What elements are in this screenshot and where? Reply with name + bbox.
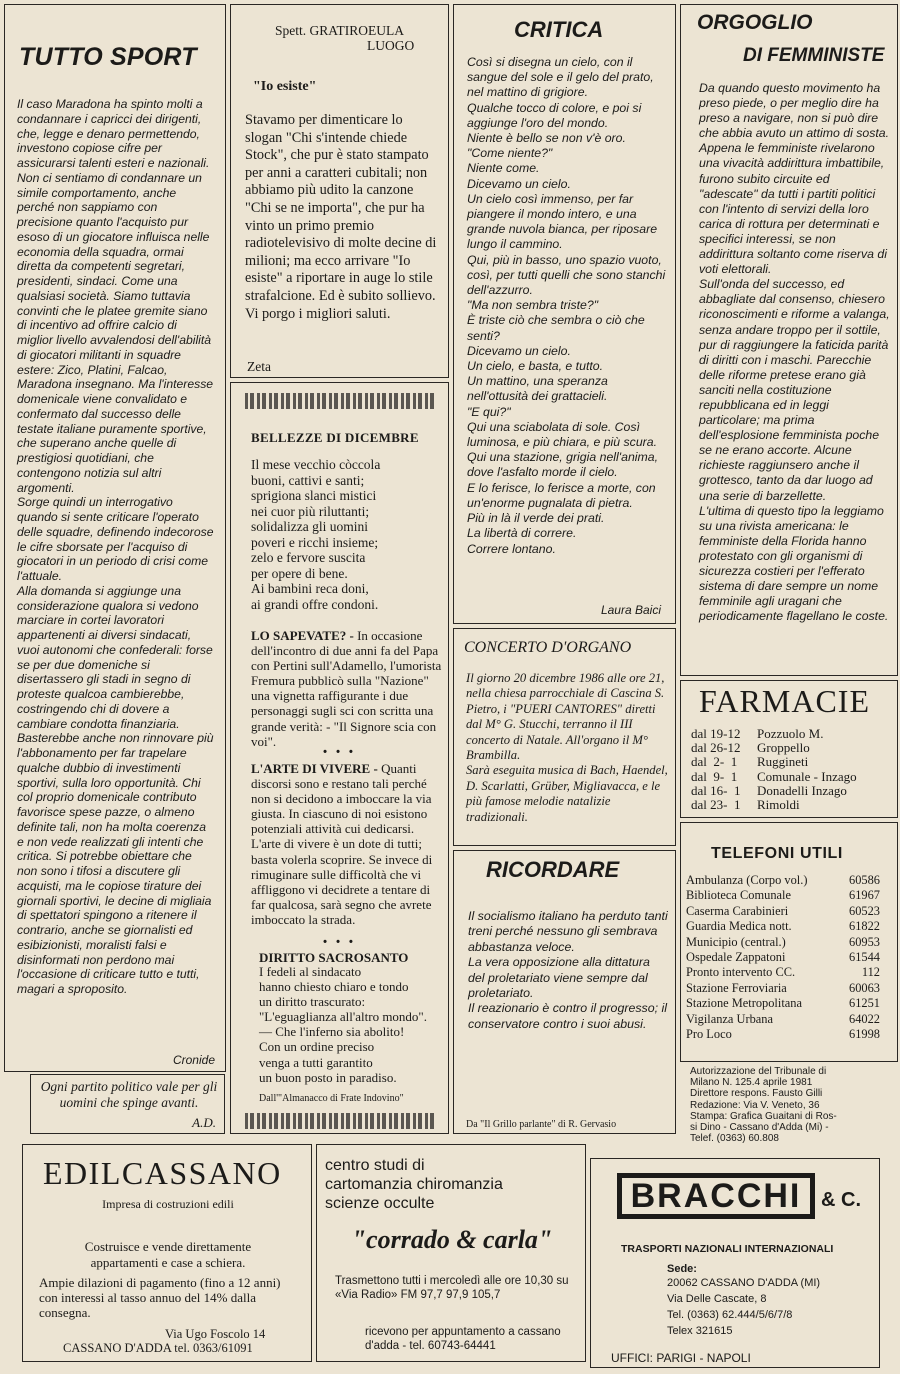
separator-2: • • • [323, 936, 356, 948]
bracchi-addr1: 20062 CASSANO D'ADDA (MI) [667, 1277, 821, 1289]
telefono-number: 64022 [849, 1011, 880, 1026]
ricordare-title: RICORDARE [486, 857, 620, 882]
poem-text: Il mese vecchio còccola buoni, cattivi e santi; sprigiona slanci mistici nei cuor più riluttanti; solidalizza gli uomini poveri e ricchi insieme; zelo e fervore suscita per opere di bene. Ai bambini reca doni, ai grandi offre condoni. [251, 457, 381, 612]
colophon-line: Telef. (0363) 60.808 [690, 1133, 779, 1145]
farmacie-box [680, 680, 898, 818]
telefono-row [686, 996, 880, 1011]
tutto-sport-article [4, 4, 226, 1072]
edil-address: Via Ugo Foscolo 14 [165, 1327, 266, 1341]
letter-address-line1: Spett. GRATIROEULA [275, 23, 404, 38]
letter-title: "Io esiste" [253, 79, 317, 94]
farmacia-date: dal 9- 1 [691, 768, 738, 784]
orgoglio-title-line2: DI FEMMINISTE [743, 45, 885, 66]
lo-sapevate-paragraph [251, 628, 443, 749]
edil-subtitle: Impresa di costruzioni edili [102, 1197, 234, 1211]
farmacie-title: FARMACIE [699, 683, 870, 719]
telefono-row [686, 919, 880, 934]
farmacia-name: Comunale - Inzago [757, 768, 857, 784]
critica-signature: Laura Baici [600, 603, 661, 617]
telefono-number: 61251 [849, 996, 880, 1011]
critica-article [453, 4, 676, 624]
tutto-sport-title: TUTTO SPORT [19, 43, 197, 71]
bracchi-suffix: & C. [821, 1189, 861, 1211]
farmacia-row [691, 798, 895, 812]
telefono-name: Pro Loco [686, 1027, 732, 1042]
farmacia-name: Ruggineti [757, 754, 809, 770]
telefono-number: 112 [861, 965, 880, 980]
bracchi-tagline: TRASPORTI NAZIONALI INTERNAZIONALI [621, 1243, 834, 1255]
telefono-row [686, 981, 880, 996]
arte-di-vivere-tag: L'ARTE DI VIVERE - [251, 761, 378, 776]
lo-sapevate-tag: LO SAPEVATE? - [251, 628, 354, 643]
colophon [690, 1066, 895, 1144]
telefoni-box [680, 822, 898, 1062]
letter-address-line2: LUOGO [367, 38, 415, 53]
telefono-name: Biblioteca Comunale [686, 888, 791, 903]
telefono-name: Municipio (central.) [686, 934, 786, 949]
farmacia-row [691, 755, 895, 769]
farmacia-row [691, 741, 895, 755]
farmacia-date: dal 19-12 [691, 726, 741, 741]
farmacia-row [691, 784, 895, 798]
telefoni-title: TELEFONI UTILI [711, 845, 843, 862]
farmacia-name: Donadelli Inzago [757, 782, 847, 798]
tutto-sport-signature: Cronide [172, 1053, 215, 1067]
telefono-name: Vigilanza Urbana [686, 1011, 773, 1026]
edil-city-phone: CASSANO D'ADDA tel. 0363/61091 [63, 1341, 253, 1355]
farmacia-date: dal 23- 1 [691, 797, 741, 813]
concerto-body: Il giorno 20 dicembre 1986 alle ore 21, nella chiesa parrocchiale di Cascina S. Pietro, i "PUERI CANTORES" diretti dal M° G. Stucchi, terranno il III concerto di Natale. All'organo il M° Brambilla. Sarà eseguita musica di Bach, Haendel, D. Scarlatti, Grüber, Migliavacca, e le più famose melodie natalizie tradizionali. [466, 671, 668, 824]
concerto-article [453, 628, 676, 846]
farmacia-row [691, 770, 895, 784]
ad-bracchi [590, 1158, 880, 1368]
bracchi-addr2: Via Delle Cascate, 8 [667, 1293, 767, 1305]
carto-line2: cartomanzia chiromanzia [325, 1176, 503, 1193]
telefono-row [686, 1012, 880, 1027]
telefono-name: Ambulanza (Corpo vol.) [686, 873, 808, 887]
telefoni-list [686, 873, 880, 1042]
carto-line3: scienze occulte [325, 1195, 435, 1212]
telefono-number: 60523 [849, 903, 880, 918]
orgoglio-article [680, 4, 898, 676]
telefono-number: 60586 [849, 873, 880, 887]
carto-appointment: ricevono per appuntamento a cassano d'adda - tel. 60743-64441 [365, 1326, 561, 1352]
decorative-ornament-top [245, 393, 435, 409]
colophon-line: si Dino - Cassano d'Adda (Mi) - [690, 1122, 829, 1134]
bracchi-logo [617, 1173, 815, 1219]
telefono-row [686, 904, 880, 919]
telefono-number: 60953 [849, 934, 880, 949]
telefono-number: 61544 [849, 950, 880, 965]
farmacia-name: Groppello [757, 740, 810, 756]
poem-title: BELLEZZE DI DICEMBRE [251, 430, 419, 445]
telefono-number: 61822 [849, 919, 880, 934]
telefono-name: Ospedale Zappatoni [686, 950, 786, 965]
orgoglio-title-line1: ORGOGLIO [697, 11, 813, 34]
quote-text: Ogni partito politico vale per gli uomini che spinge avanti. [40, 1079, 218, 1110]
ad-cartomanzia [316, 1144, 586, 1362]
telefono-number: 61998 [849, 1027, 880, 1042]
ricordare-source: Da "Il Grillo parlante" di R. Gervasio [466, 1119, 617, 1130]
bracchi-offices: UFFICI: PARIGI - NAPOLI [611, 1351, 751, 1365]
quote-author: A.D. [192, 1115, 216, 1130]
almanacco-article [230, 382, 449, 1134]
decorative-ornament-bottom [245, 1113, 435, 1129]
farmacie-list [691, 727, 895, 812]
telefono-row [686, 888, 880, 903]
telefono-row [686, 873, 880, 888]
tutto-sport-body: Il caso Maradona ha spinto molti a condannare i capricci dei dirigenti, che, legge e denaro permettendo, investono copiose cifre per assicurarsi talenti esteri e nazionali. Non ci sentiamo di condannare un simile comportamento, anche perché non sappiamo con precisione quanto l'acquisto pur esoso di un giocatore influisca nelle economia della squadra, ormai diretta da competenti segretari, presidenti, sindaci. Come una qualsiasi società. Siamo tuttavia convinti che le platee gremite siano di incentivo ad offrire calcio di miglior livello avvalendosi dell'abilità di giocatori militanti in squadre estere: Zico, Platini, Falcao, Maradona insegnano. Ma l'interesse domenicale viene convalidato e confermato dal successo delle testate italiane puramente sportive, che superano anche quelle di prestigiosi quotidiani, che contengono notizia sul altri argomenti. Sorge quindi un interrogativo quando si sente criticare l'operato delle squadre, definendo indecorose le cifre sborsate per l'acquiso di giocatori in un periodo di crisi come l'attuale. Alla domanda si aggiunge una considerazione qualora si vedono marciare in cortei lavoratori appartenenti ai diversi sindacati, vuoi autonomi che confederali: forse se per due domeniche si disertassero gli stadi in segno di proteste qualcoa cambierebbe, costringendo chi di dovere a cambiare condotta finanziaria. Basterebbe anche non rinnovare più l'abbonamento per far trapelare qualche dubbio di investimenti sportivi, sulla loro opportunità. Chi col proprio domenicale contributo favorisce spese pazze, o almeno definite tali, non ha molta coerenza e non vede realizzati gli intenti che critica. Si potrebbe obiettare che non sono i tifosi a discutere gli acquisti, ma le copiose tirature dei giornali sportivi, le decine di migliaia di spettatori spingono a ritenere il contrario, anche se giornalisti ed esibizionisti, moralisti falsi e disinformati non perdono mai l'occasione di criticare tutto e tutti, magari a sproposito. [17, 97, 214, 996]
ricordare-article [453, 850, 676, 1134]
diritto-title: DIRITTO SACROSANTO [259, 950, 409, 965]
telefono-name: Guardia Medica nott. [686, 919, 792, 934]
quote-box [30, 1074, 225, 1134]
farmacia-name: Rimoldi [757, 797, 800, 813]
farmacia-name: Pozzuolo M. [757, 726, 824, 741]
carto-name: "corrado & carla" [351, 1225, 553, 1254]
lo-sapevate-text: In occasione dell'incontro di due anni fa del Papa con Pertini sull'Adamello, l'umorista Fremura pubblicò sulla "Nazione" una vignetta raffigurante i due personaggi sugli sci con scritta una grande verità: - "Il Signore scia con voi". [251, 628, 442, 749]
letter-article [230, 4, 449, 378]
orgoglio-body: Da quando questo movimento ha preso piede, o per meglio dire ha preso a navigare, non si può dire che abbia avuto un attimo di sosta. Appena le femministe rivelarono una vivacità addirittura imbattibile, furono subito circuite ed "adescate" da tutti i partiti politici con l'intento di servizi della loro carica di rottura per determinati e specifici interessi, se non addirittura soltanto come riserva di voti elettorali. Sull'onda del successo, ed abbagliate dal consenso, chiesero riconoscimenti e riforme a valanga, senza andare troppo per il sottile, pur di raggiungere la faticida parità di diritti con i maschi. Parecchie delle riforme pretese erano già sanciti nella costituzione repubblicana ed in leggi particolare; ma prima dell'esplosione femminista poche se ne erano accorte. Alcune richieste raggiunsero anche il grottesco, tanto da dar luogo ad una serie di barzellette. L'ultima di questo tipo la leggiamo su una rivista americana: le femministe della Florida hanno protestato con gli organismi di sicurezza costieri per l'efferato sistema di dare sempre un nome femminile agli uragani che periodicamente flagellano le coste. [699, 81, 890, 624]
telefono-name: Pronto intervento CC. [686, 965, 796, 980]
telefono-number: 61967 [849, 888, 880, 903]
ricordare-body: Il socialismo italiano ha perduto tanti treni perché nessuno gli sembrava abbastanza veloce. La vera opposizione alla dittatura del proletariato viene sempre dal proletariato. Il reazionario è contro il progresso; il conservatore contro i suoi abusi. [468, 909, 668, 1031]
almanacco-source: Dall'"Almanacco di Frate Indovino" [259, 1093, 404, 1104]
diritto-poem: I fedeli al sindacato hanno chiesto chiaro e tondo un diritto trascurato: "L'eguaglianza all'altro mondo". — Che l'inferno sia abolito! Con un ordine preciso venga a tutti garantito un buon posto in paradiso. [259, 964, 427, 1085]
farmacia-date: dal 16- 1 [691, 782, 741, 798]
farmacia-date: dal 26-12 [691, 740, 741, 756]
colophon-lines [690, 1066, 895, 1144]
carto-line1: centro studi di [325, 1157, 425, 1174]
bracchi-tel: Tel. (0363) 62.444/5/6/7/8 [667, 1309, 793, 1321]
letter-signature: Zeta [247, 359, 271, 374]
farmacia-date: dal 2- 1 [691, 754, 738, 770]
concerto-title: CONCERTO D'ORGANO [464, 639, 632, 656]
colophon-line: Redazione: Via V. Veneto, 36 [690, 1099, 820, 1111]
edil-line1: Costruisce e vende direttamente [84, 1239, 252, 1254]
critica-body: Così si disegna un cielo, con il sangue del sole e il gelo del prato, nel mattino di grigiore. Qualche tocco di colore, e poi si aggiunge l'oro del mondo. Niente è bello se non v'è oro. "Come niente?" Niente come. Dicevamo un cielo. Un cielo così immenso, per far piangere il mondo intero, e una grande nuvola bianca, per riposare lungo il cammino. Qui, più in basso, uno spazio vuoto, così, per tutti quelli che sono stanchi dell'azzurro. "Ma non sembra triste?" È triste ciò che sembra o ciò che senti? Dicevamo un cielo. Un cielo, e basta, e tutto. Un mattino, una speranza nell'ottusità dei grattacieli. "E qui?" Qui una sciabolata di sole. Così luminosa, e più chiara, e più scura. Qui una stazione, grigia nell'anima, dove l'asfalto morde il cielo. E lo ferisce, lo ferisce a morte, con un'enorme pugnalata di pietra. Più in là il verde dei prati. La libertà di correre. Correre lontano. [467, 55, 666, 556]
separator-1: • • • [323, 746, 356, 758]
arte-di-vivere-paragraph [251, 761, 443, 927]
edil-line2: appartamenti e case a schiera. [90, 1255, 246, 1270]
bracchi-sede-label: Sede: [667, 1263, 697, 1275]
bracchi-telex: Telex 321615 [667, 1325, 733, 1337]
ad-edilcassano [22, 1144, 312, 1362]
edil-payment: Ampie dilazioni di pagamento (fino a 12 anni) con interessi al tasso annuo del 14% dalla consegna. [39, 1275, 281, 1320]
colophon-line: Direttore respons. Fausto Gilli [690, 1088, 823, 1100]
telefono-name: Stazione Metropolitana [686, 996, 802, 1011]
colophon-line: Milano N. 125.4 aprile 1981 [690, 1077, 813, 1089]
farmacia-row [691, 727, 895, 741]
colophon-line: Stampa: Grafica Guaitani di Ros- [690, 1110, 837, 1122]
telefono-row [686, 1027, 880, 1042]
telefono-row [686, 935, 880, 950]
critica-title: CRITICA [514, 17, 604, 42]
letter-body: Stavamo per dimenticare lo slogan "Chi s'intende chiede Stock", che pur è stato stampato per anni a caratteri cubitali; non abbiamo più udito la canzone "Chi se ne importa", che pur ha vinto un primo premio radiotelevisivo di molte decine di milioni; ma ecco arrivare "Io esiste" a riportare in auge lo stile strafalcione. Ed è subito sollievo. Vi porgo i migliori saluti. [245, 112, 437, 322]
colophon-line: Autorizzazione del Tribunale di [690, 1066, 827, 1077]
edil-name: EDILCASSANO [43, 1155, 282, 1191]
telefono-number: 60063 [849, 980, 880, 995]
telefono-row [686, 965, 880, 980]
bracchi-logo-text: BRACCHI [630, 1177, 802, 1215]
carto-radio: Trasmettono tutti i mercoledì alle ore 10,30 su «Via Radio» FM 97,7 97,9 105,7 [335, 1275, 569, 1301]
telefono-name: Stazione Ferroviaria [686, 980, 787, 995]
arte-di-vivere-text: Quanti discorsi sono e restano tali perché non si decidono a imboccare la via giusta. In ciascuno di noi esistono potenziali attività cui dedicarsi. L'arte di vivere è un dote di tutti; basta volerla scoprire. Se invece di rimuginare sulle difficoltà che vi affliggono vi decidrete a tentare di far qualcosa, sarà segno che avrete imboccato la strada. [251, 761, 433, 927]
telefono-row [686, 950, 880, 965]
telefono-name: Caserma Carabinieri [686, 903, 789, 918]
